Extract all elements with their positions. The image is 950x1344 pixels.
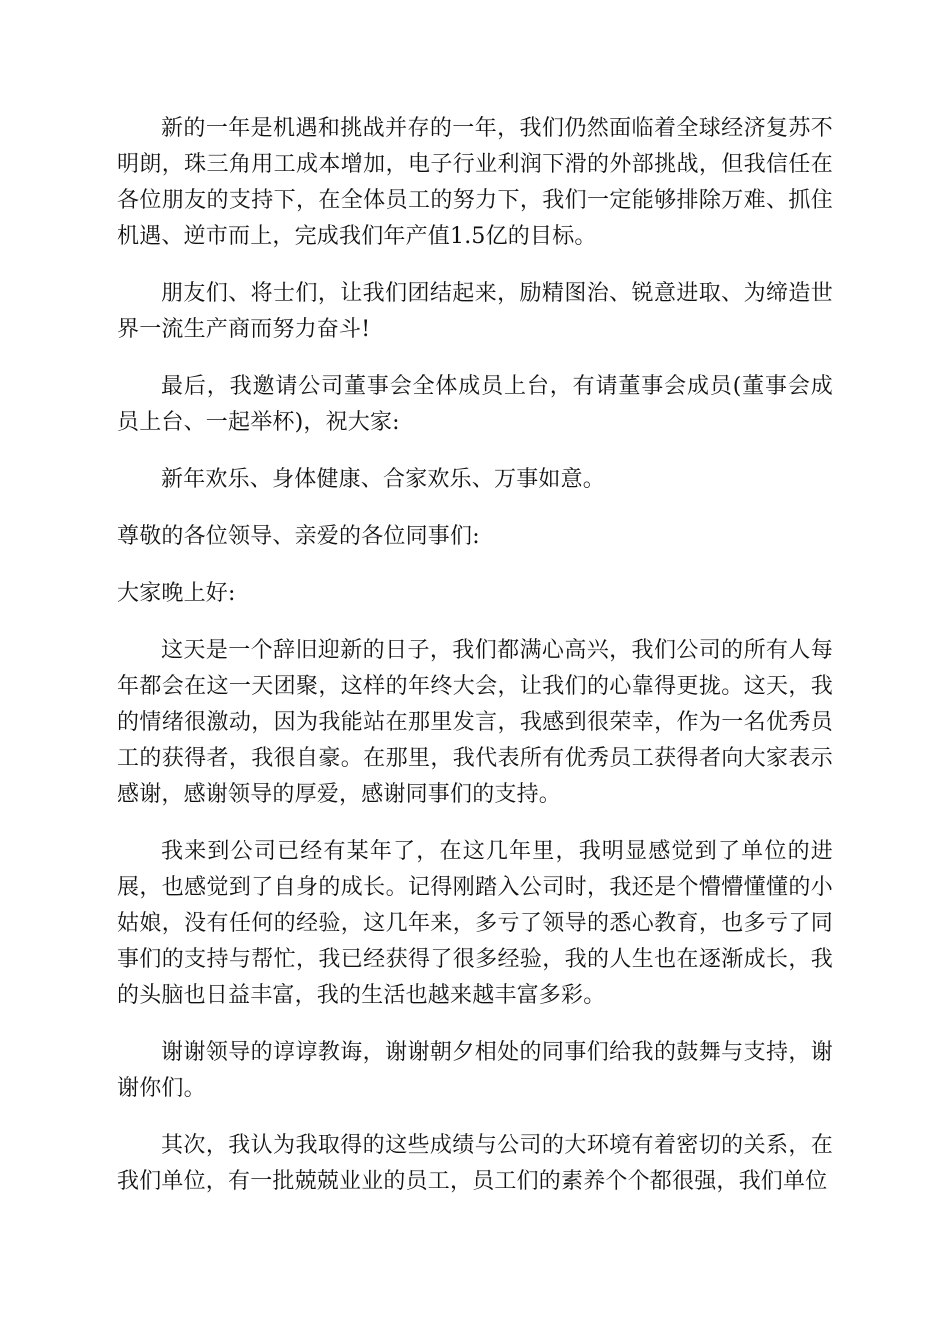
- paragraph-greeting: 大家晚上好:: [117, 581, 236, 606]
- paragraph-thanks: 谢谢领导的谆谆教诲，谢谢朝夕相处的同事们给我的鼓舞与支持，谢谢你们。: [117, 1040, 833, 1101]
- paragraph-board-invitation: 最后，我邀请公司董事会全体成员上台，有请董事会成员(董事会成员上台、一起举杯)，祝大家:: [117, 374, 833, 435]
- paragraph-year-end-gathering: 这天是一个辞旧迎新的日子，我们都满心高兴，我们公司的所有人每年都会在这一天团聚，这样的年终大会，让我们的心靠得更拢。这天，我的情绪很激动，因为我能站在那里发言，我感到很荣幸，作为一名优秀员工的获得者，我很自豪。在那里，我代表所有优秀员工获得者向大家表示感谢，感谢领导的厚爱，感谢同事们的支持。: [117, 638, 833, 807]
- paragraph-company-environment: 其次，我认为我取得的这些成绩与公司的大环境有着密切的关系，在我们单位，有一批兢兢业业的员工，员工们的素养个个都很强，我们单位: [117, 1133, 833, 1194]
- paragraph-new-year-challenges: 新的一年是机遇和挑战并存的一年，我们仍然面临着全球经济复苏不明朗，珠三角用工成本增加，电子行业利润下滑的外部挑战，但我信任在各位朋友的支持下，在全体员工的努力下，我们一定能够排除万难、抓住机遇、逆市而上，完成我们年产值1.5亿的目标。: [117, 116, 833, 249]
- paragraph-new-year-wishes: 新年欢乐、身体健康、合家欢乐、万事如意。: [161, 467, 606, 492]
- paragraph-personal-growth: 我来到公司已经有某年了，在这几年里，我明显感觉到了单位的进展，也感觉到了自身的成长。记得刚踏入公司时，我还是个懵懵懂懂的小姑娘，没有任何的经验，这几年来，多亏了领导的悉心教育，也多亏了同事们的支持与帮忙，我已经获得了很多经验，我的人生也在逐渐成长，我的头脑也日益丰富，我的生活也越来越丰富多彩。: [117, 839, 833, 1008]
- document-body: [117, 111, 833, 1221]
- paragraph-salutation: 尊敬的各位领导、亲爱的各位同事们:: [117, 524, 480, 549]
- paragraph-unite-call: 朋友们、将士们，让我们团结起来，励精图治、锐意进取、为缔造世界一流生产商而努力奋斗!: [117, 281, 833, 342]
